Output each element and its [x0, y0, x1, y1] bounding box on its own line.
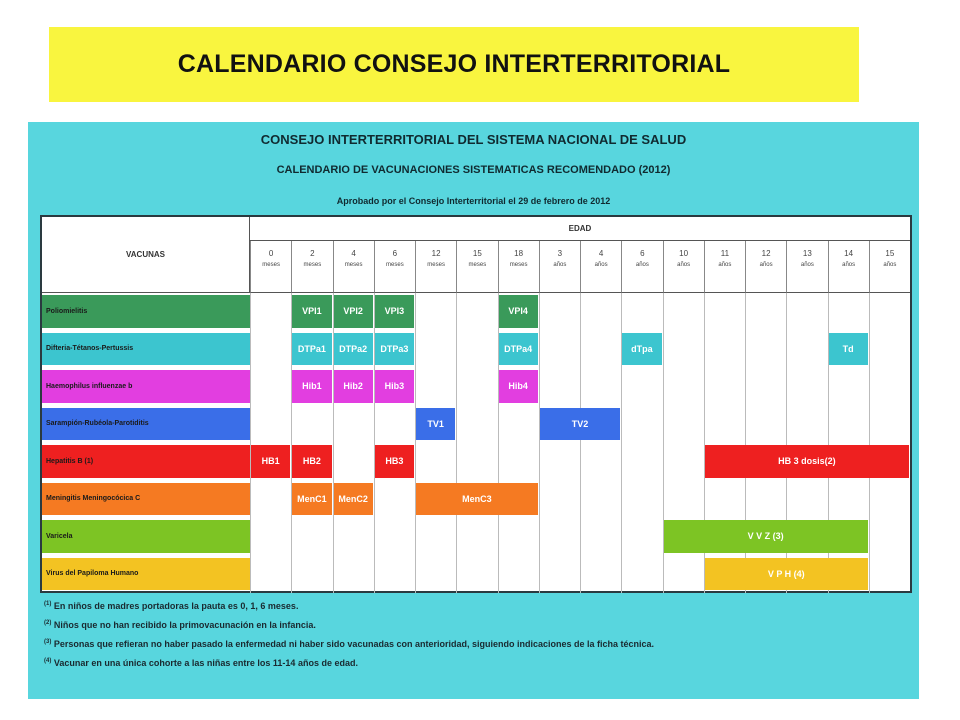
age-unit: años [800, 262, 814, 268]
vaccination-calendar-panel [28, 122, 919, 699]
age-number: 2 [310, 249, 315, 258]
age-column-header [456, 241, 497, 293]
vaccine-row-label: Sarampión-Rubéola-Parotiditis [42, 408, 250, 441]
age-number: 0 [268, 249, 274, 258]
age-number: 14 [844, 249, 854, 258]
age-number: 12 [431, 249, 441, 258]
age-column-header [663, 241, 704, 293]
doc-approval-note: Aprobado por el Consejo Interterritorial el 29 de febrero de 2012 [336, 196, 611, 206]
age-column-header [745, 241, 786, 293]
age-unit: años [553, 262, 567, 268]
footnote-text: Personas que refieran no haber pasado la enfermedad ni haber sido vacunadas con anterioridad, siguiendo indicaciones de la ficha técnica. [51, 639, 655, 649]
age-unit: años [635, 262, 649, 268]
vaccine-dose-cell: HB3 [375, 445, 414, 478]
age-unit: años [677, 262, 691, 268]
footnote-mark: (1) [44, 601, 52, 607]
age-column-header [786, 241, 827, 293]
vaccine-dose-cell: HB1 [251, 445, 290, 478]
age-unit: meses [262, 262, 280, 268]
vaccine-row-label: Hepatitis B (1) [42, 445, 250, 478]
vaccine-dose-cell: V V Z (3) [664, 520, 868, 553]
age-column-header [498, 241, 539, 293]
footnote-text: Vacunar en una única cohorte a las niñas entre los 11-14 años de edad. [51, 658, 358, 668]
age-number: 18 [514, 249, 524, 258]
footnote-mark: (2) [44, 620, 52, 626]
age-column-header [704, 241, 745, 293]
doc-subtitle: CALENDARIO DE VACUNACIONES SISTEMATICAS RECOMENDADO (2012) [276, 164, 671, 176]
footnote-line [44, 615, 654, 634]
footnote-line [44, 634, 654, 653]
column-divider [580, 293, 581, 593]
age-number: 3 [557, 249, 563, 258]
vaccine-dose-cell: Hib2 [334, 370, 373, 403]
age-column-header [621, 241, 662, 293]
age-unit: años [842, 262, 856, 268]
age-column-header [869, 241, 910, 293]
age-unit: años [594, 262, 608, 268]
vaccine-dose-cell: Hib1 [292, 370, 331, 403]
footnote-mark: (4) [44, 658, 52, 664]
vaccine-dose-cell: V P H (4) [705, 558, 868, 591]
column-divider [539, 293, 540, 593]
vaccine-dose-cell: Hib3 [375, 370, 414, 403]
footnotes [44, 596, 654, 672]
age-unit: años [759, 262, 773, 268]
footnote-text: Niños que no han recibido la primovacunación en la infancia. [51, 620, 316, 630]
age-unit: años [883, 262, 897, 268]
vaccine-dose-cell: Td [829, 333, 868, 366]
age-column-header [539, 241, 580, 293]
vaccine-dose-cell: MenC1 [292, 483, 331, 516]
vaccine-dose-cell: Hib4 [499, 370, 538, 403]
age-number: 15 [885, 249, 895, 258]
vaccine-dose-cell: DTPa3 [375, 333, 414, 366]
age-number: 6 [392, 249, 398, 258]
vaccine-dose-cell: DTPa1 [292, 333, 331, 366]
vaccination-table [40, 215, 912, 593]
age-number: 11 [720, 249, 730, 258]
age-unit: años [718, 262, 732, 268]
vaccine-row-label: Meningitis Meningocócica C [42, 483, 250, 516]
vaccine-row-label: Varicela [42, 520, 250, 553]
vaccine-row-label: Haemophilus influenzae b [42, 370, 250, 403]
vaccine-dose-cell: MenC3 [416, 483, 538, 516]
footnote-text: En niños de madres portadoras la pauta es 0, 1, 6 meses. [51, 601, 299, 611]
vaccine-row-label: Poliomielitis [42, 295, 250, 328]
age-unit: meses [303, 262, 322, 268]
age-unit: meses [386, 262, 404, 268]
footnote-mark: (3) [44, 639, 52, 645]
vaccine-dose-cell: VPI4 [499, 295, 538, 328]
age-number: 15 [472, 249, 482, 258]
column-divider [415, 293, 416, 593]
slide-title: CALENDARIO CONSEJO INTERTERRITORIAL [177, 50, 731, 78]
column-divider [456, 293, 457, 593]
vaccine-dose-cell: DTPa2 [334, 333, 373, 366]
vaccine-dose-cell: HB2 [292, 445, 331, 478]
title-banner [49, 27, 859, 102]
age-column-header [415, 241, 456, 293]
column-divider [250, 293, 251, 593]
age-unit: meses [509, 262, 528, 268]
vacunas-header: VACUNAS [42, 217, 250, 293]
age-unit: meses [427, 262, 445, 268]
vaccine-dose-cell: HB 3 dosis(2) [705, 445, 909, 478]
age-number: 10 [679, 249, 689, 258]
column-divider [869, 293, 870, 593]
footnote-line [44, 596, 654, 615]
vaccine-dose-cell: MenC2 [334, 483, 373, 516]
age-unit: meses [468, 262, 487, 268]
age-column-header [250, 241, 291, 293]
age-unit: meses [344, 262, 363, 268]
vaccine-dose-cell: TV2 [540, 408, 621, 441]
age-column-header [333, 241, 374, 293]
age-number: 4 [351, 249, 356, 258]
age-column-header [828, 241, 869, 293]
doc-title: CONSEJO INTERTERRITORIAL DEL SISTEMA NACIONAL DE SALUD [260, 132, 687, 147]
vaccine-dose-cell: VPI3 [375, 295, 414, 328]
age-number: 13 [802, 249, 812, 258]
vaccine-dose-cell: DTPa4 [499, 333, 538, 366]
vaccine-dose-cell: VPI1 [292, 295, 331, 328]
vaccine-dose-cell: dTpa [622, 333, 661, 366]
age-column-header [374, 241, 415, 293]
age-number: 12 [761, 249, 771, 258]
age-number: 4 [598, 249, 604, 258]
age-column-header [291, 241, 332, 293]
age-number: 6 [640, 249, 645, 258]
vaccine-dose-cell: TV1 [416, 408, 455, 441]
vaccine-row-label: Virus del Papiloma Humano [42, 558, 250, 591]
footnote-line [44, 653, 654, 672]
vaccine-row-label: Difteria-Tétanos-Pertussis [42, 333, 250, 366]
vaccine-dose-cell: VPI2 [334, 295, 373, 328]
edad-header: EDAD [250, 217, 910, 241]
age-column-header [580, 241, 621, 293]
